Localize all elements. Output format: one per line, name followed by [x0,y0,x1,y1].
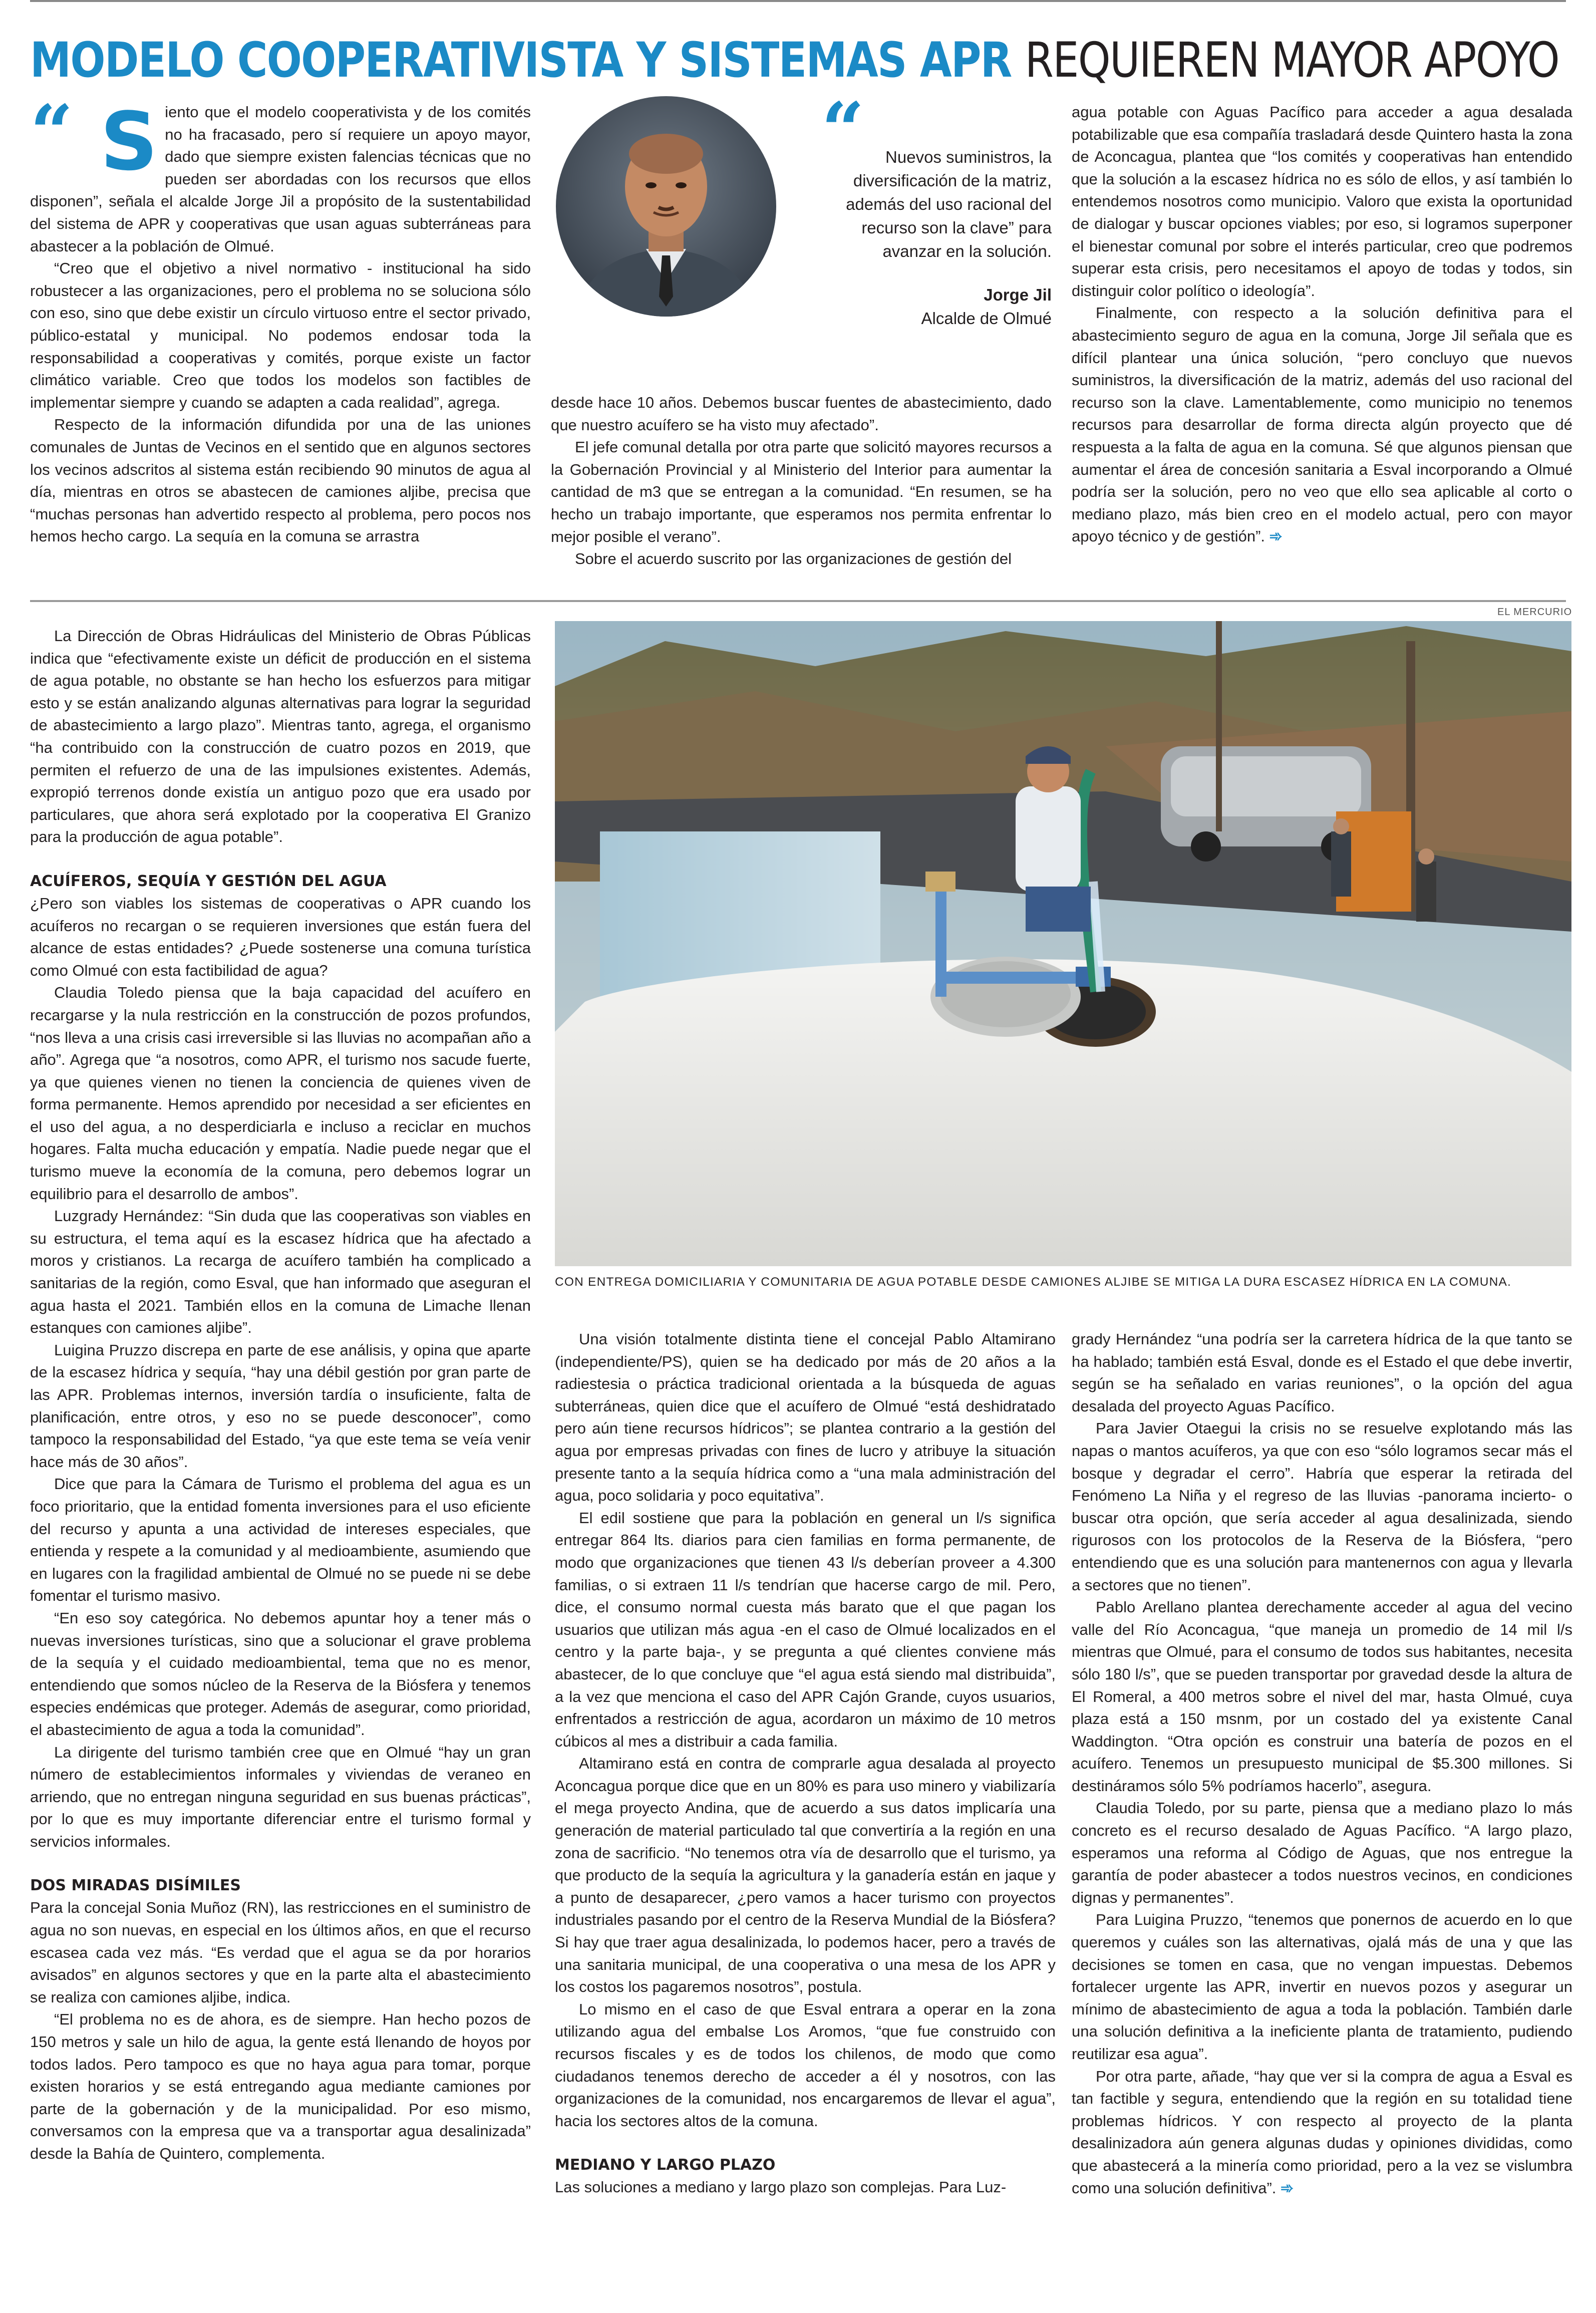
top-right-para-2-text: Finalmente, con respecto a la solución definitiva para el abastecimiento seguro de agua en la comuna, Jorge Jil señala que es difícil plantear una única solución, “pero concluyo que nuevos suministros, la diversificación de la matriz, además del uso racional del recurso son la clave. Lamentablemente, como municipio no tenemos recursos para desarrollar de forma directa algún proyecto que dé respuesta a la falta de agua en la comuna. Sé que algunos piensan que aumentar el área de concesión sanitaria a Esval incorporando a Olmué podría ser la solución, pero no veo que ello sea aplicable al corto o mediano plazo, más bien creo en el modelo actual, pero con mayor apoyo técnico y de gestión”. [1072,304,1572,545]
section-separator [30,600,1566,602]
top-mid-para-2: El jefe comunal detalla por otra parte que solicitó mayores recursos a la Gobernación Provincial y al Ministerio del Interior para aumentar la cantidad de m3 que se entregan a la comunidad. “En resumen, se ha hecho un trabajo importante, que esperamos nos permita enfrentar lo mejor posible el verano”. [551,438,1052,545]
top-right-column [1072,101,1572,548]
bottom-mid-para-5: Las soluciones a mediano y largo plazo son complejas. Para Luz- [555,2178,1007,2196]
quote-open-mark: “ [30,89,74,177]
bottom-left-para-2: ¿Pero son viables los sistemas de cooperativas o APR cuando los acuíferos no recargan o se requieren inversiones que están fuera del alcance de estas entidades? ¿Puede sostenerse una comuna turística como Olmué con esta factibilidad de agua? [30,894,531,979]
subhead-dos-miradas: DOS MIRADAS DISÍMILES [30,1877,241,1895]
top-left-column [30,89,531,548]
photo-caption: CON ENTREGA DOMICILIARIA Y COMUNITARIA DE AGUA POTABLE DESDE CAMIONES ALJIBE SE MITIGA LA DURA ESCASEZ HÍDRICA EN LA COMUNA. [555,1275,1512,1289]
end-arrow-icon: ➾ [1281,2179,1294,2197]
bottom-right-para-4: Claudia Toledo, por su parte, piensa que a mediano plazo lo más concreto es el recurso desalado de Aguas Pacífico. “A largo plazo, esperamos una reforma al Código de Aguas, que nos entregue la garantía de poder abastecer a todos nuestros vecinos, en condiciones dignas y permanentes”. [1072,1799,1572,1906]
top-mid-para-1: desde hace 10 años. Debemos buscar fuentes de abastecimiento, dado que nuestro acuífero se ha visto muy afectado”. [551,394,1052,434]
bottom-middle-column [555,1328,1056,2199]
top-right-para-2 [1072,302,1572,548]
bottom-right-para-6 [1072,2066,1572,2200]
subhead-mediano-largo-plazo: MEDIANO Y LARGO PLAZO [555,2156,776,2174]
mayor-portrait [556,96,776,317]
photo-credit: EL MERCURIO [1497,607,1572,618]
top-left-para-1 [30,89,531,257]
bottom-mid-para-3: Altamirano está en contra de comprarle agua desalada al proyecto Aconcagua porque dice que en un 80% es para uso minero y viabilizaría el mega proyecto Andina, que de acuerdo a sus datos implicaría una generación de material particulado tal que convertiría a la región en una zona de sacrificio. “No tenemos otra vía de desarrollo que el turismo, ya que producto de la sequía la agricultura y la ganadería están en jaque y a punto de desaparecer, ¿pero vamos a hacer turismo con proyectos industriales pasando por el centro de la Reserva Mundial de la Biósfera? Si hay que traer agua desalinizada, lo podemos hacer, pero a través de una sanitaria municipal, de una cooperativa o una mesa de los APR y los costos los pagaremos nosotros”, postula. [555,1755,1056,1996]
pull-quote-role: Alcalde de Olmué [921,309,1052,328]
top-middle-column [551,392,1052,570]
bottom-right-para-2: Para Javier Otaegui la crisis no se resuelve explotando más las napas o mantos acuíferos, ya que con eso “sólo logramos secar más el bosque y degradar el cerro”. Habría que esperar la retirada del Fenómeno La Niña y el regreso de las lluvias -panorama incierto- o buscar otra opción, que sería acceder al agua desalinizada, siendo rigurosos con los protocolos de la Reserva de la Biósfera, “pero entendiendo que es una solución para mantenernos con agua y llevarla a sectores que no tienen”. [1072,1419,1572,1594]
bottom-left-para-8: La dirigente del turismo también cree que en Olmué “hay un gran número de establecimientos informales y viviendas de veraneo en arriendo, que no entregan ninguna seguridad en sus buenas prácticas”, por lo que es muy importante diferenciar entre el turismo formal y servicios informales. [30,1743,531,1850]
bottom-left-column [30,625,531,2165]
bottom-left-para-1: La Dirección de Obras Hidráulicas del Ministerio de Obras Públicas indica que “efectivamente existe un déficit de producción en el sistema de agua potable, no obstante se han hecho los esfuerzos para mitigar esto y se están analizando algunas alternativas para lograr la seguridad de abastecimiento a largo plazo”. Mientras tanto, agrega, el organismo “ha contribuido con la construcción de cuatro pozos en 2019, que permiten el refuerzo de una de las impulsiones existentes. Además, expropió terrenos donde existía un antiguo pozo que era usado por particulares, que ahora será explotado por la cooperativa El Granizo para la producción de agua potable”. [30,627,531,846]
bottom-mid-para-4: Lo mismo en el caso de que Esval entrara a operar en la zona utilizando agua del embalse Los Aromos, “que fue construido con recursos fiscales y es de todos los chilenos, de modo que como ciudadanos tenemos derecho de acceder a él y nosotros, con las organizaciones de la comunidad, nos encargaremos de llevar el agua”, hacia los sectores altos de la comuna. [555,2000,1056,2130]
bottom-right-para-1: grady Hernández “una podría ser la carretera hídrica de la que tanto se ha hablado; también está Esval, donde es el Estado el que debe invertir, según se ha señalado en varias reuniones”, o la opción del agua desalada del proyecto Aguas Pacífico. [1072,1330,1572,1415]
bottom-left-para-9: Para la concejal Sonia Muñoz (RN), las restricciones en el suministro de agua no son nuevas, en especial en los últimos años, en que el recurso escasea cada vez más. “Es verdad que el agua se da por horarios avisados” en algunos sectores y que en la parte alta el abastecimiento se realiza con camiones aljibe, indica. [30,1899,531,2006]
bottom-right-para-6-text: Por otra parte, añade, “hay que ver si la compra de agua a Esval es tan factible y segura, entendiendo que la región en su totalidad tiene problemas hídricos. Y con respecto al proyecto de la planta desalinizadora aún genera algunas dudas y opiniones divididas, como que abastecerá a la minería como prioridad, pero a la vez se vislumbra como una solución definitiva”. [1072,2067,1572,2197]
top-right-para-1: agua potable con Aguas Pacífico para acceder a agua desalada potabilizable que esa compañía trasladará desde Quintero hasta la zona de Aconcagua, plantea que “los comités y cooperativas han entendido que la solución a la escasez hídrica no es sólo de ellos, y así también lo entendemos nosotros como municipio. Valoro que exista la oportunidad de dialogar y buscar opciones viables; por eso, si logramos superponer el bienestar comunal por sobre el interés particular, creo que podremos superar esta crisis, pero necesitamos el apoyo de todas y todos, sin distinguir color político o ideología”. [1072,103,1572,300]
headline-blue: MODELO COOPERATIVISTA Y SISTEMAS APR [30,32,1012,88]
bottom-left-para-7: “En eso soy categórica. No debemos apuntar hoy a tener más o nuevas inversiones turísticas, sino que a solucionar el grave problema de la sequía y el cuidado medioambiental, tema que no es menor, entendiendo que somos núcleo de la Reserva de la Biósfera y tenemos especies endémicas que proteger. Además de asegurar, como prioridad, el abastecimiento de agua a toda la comunidad”. [30,1609,531,1739]
top-left-para-3: Respecto de la información difundida por una de las uniones comunales de Juntas de Vecinos en el sentido que en algunos sectores los vecinos adscritos al sistema están recibiendo 90 minutos de agua al día, mientras en otros se abastecen de camiones aljibe, precisa que “muchas personas han advertido respecto al problema, pero pocos nos hemos hecho cargo. La sequía en la comuna se arrastra [30,416,531,545]
bottom-right-para-3: Pablo Arellano plantea derechamente acceder al agua del vecino valle del Río Aconcagua, “que maneja un promedio de 14 mil l/s mientras que Olmué, para el consumo de todos sus habitantes, necesita sólo 180 l/s”, que se pueden transportar por gravedad desde la altura de El Romeral, a 400 metros sobre el nivel del mar, hasta Olmué, cuya plaza está a 150 msnm, por un costado del ya existente Canal Waddington. “Otra opción es construir una batería de pozos en el acuífero. Tenemos un presupuesto municipal de $5.300 millones. Si destináramos sólo 5% podríamos hacerlo”, asegura. [1072,1598,1572,1795]
pull-quote-mark: “ [821,86,865,174]
top-mid-para-3: Sobre el acuerdo suscrito por las organizaciones de gestión del [575,550,1012,568]
pull-quote [801,145,1052,330]
water-truck-photo [555,621,1571,1266]
subhead-acuiferos: ACUÍFEROS, SEQUÍA Y GESTIÓN DEL AGUA [30,872,387,890]
top-rule [30,0,1566,2]
first-para-text: iento que el modelo cooperativista y de los comités no ha fracasado, pero sí requiere un apoyo mayor, dado que siempre existen falencias técnicas que no pueden ser abordadas con los recursos que ellos disponen”, señala el alcalde Jorge Jil a propósito de la sustentabilidad del sistema de APR y cooperativas que usan aguas subterráneas para abastecer a la población de Olmué. [30,103,531,255]
pull-quote-text: Nuevos suministros, la diversificación de la matriz, además del uso racional del recurso son la clave” para avanzar en la solución. [846,148,1052,260]
headline-dark: REQUIEREN MAYOR APOYO [1025,32,1559,88]
bottom-left-para-6: Dice que para la Cámara de Turismo el problema del agua es un foco prioritario, que la entidad fomenta inversiones para el uso eficiente del recurso y apunta a una actividad de intereses especiales, que entienda y respete a la comunidad y al medioambiente, asumiendo que en lugares con la fragilidad ambiental de Olmué no se puede ni se debe fomentar el turismo masivo. [30,1475,531,1605]
bottom-left-para-4: Luzgrady Hernández: “Sin duda que las cooperativas son viables en su estructura, el tema aquí es la escasez hídrica que ha afectado a moros y cristianos. La recarga de acuífero también ha complicado a sanitarias de la región, como Esval, que han informado que aseguran el agua hasta el 2021. También ellos en la comuna de Limache llenan estanques con camiones aljibe”. [30,1207,531,1337]
bottom-left-para-3: Claudia Toledo piensa que la baja capacidad del acuífero en recargarse y la nula restricción en la construcción de pozos profundos, “nos lleva a una crisis casi irreversible si las lluvias no acompañan año a año”. Agrega que “a nosotros, como APR, el turismo nos sacude fuerte, ya que quienes vienen no tienen la conciencia de quienes viven de forma permanente. Hemos aprendido por necesidad a ser eficientes en el uso del agua, a no desperdiciarla e incluso a reciclar en muchos hogares. Falta mucha educación y empatía. Nadie puede negar que el turismo mueve la economía de la comuna, pero debemos lograr un equilibrio para el desarrollo de ambos”. [30,984,531,1203]
bottom-right-para-5: Para Luigina Pruzzo, “tenemos que ponernos de acuerdo en lo que queremos y cuáles son las alternativas, ojalá más de una y que las decisiones se tomen en casa, que no vengan impuestas. Debemos fortalecer urgente las APR, invertir en nuevos pozos y asegurar un mínimo de abastecimiento de agua a toda la población. También darle una solución definitiva a la ineficiente planta de tratamiento, pudiendo reutilizar esa agua”. [1072,1911,1572,2063]
top-left-para-2: “Creo que el objetivo a nivel normativo - institucional ha sido robustecer a las organizaciones, pero el problema no se soluciona sólo con eso, sino que debe existir un círculo virtuoso entre el sector privado, público-estatal y municipal. No podemos endosar toda la responsabilidad a cooperativas y comités, porque existe un factor climático variable. Creo que todos los modelos son factibles de implementar siempre y cuando se adapten a cada realidad”, agrega. [30,259,531,411]
continue-arrow-icon: ➾ [1269,527,1283,545]
pull-quote-name: Jorge Jil [984,285,1052,304]
bottom-left-para-5: Luigina Pruzzo discrepa en parte de ese análisis, y opina que aparte de la escasez hídrica y sequía, “hay una débil gestión por gran parte de las APR. Problemas internos, inversión tardía o insuficiente, falta de planificación, entre otros, y eso no se puede desconocer”, como tampoco la responsabilidad del Estado, “ya que este tema se veía venir hace más de 30 años”. [30,1341,531,1471]
bottom-left-para-10: “El problema no es de ahora, es de siempre. Han hecho pozos de 150 metros y sale un hilo de agua, la gente está llenando de hoyos por todos lados. Pero tampoco es que no haya agua para tomar, porque existen horarios y se está entregando agua mediante camiones por parte de la gobernación y de la municipalidad. Por eso mismo, conversamos con la empresa que va a transportar agua desalinizada” desde la Bahía de Quintero, complementa. [30,2010,531,2162]
dropcap: S [100,95,158,188]
bottom-mid-para-2: El edil sostiene que para la población en general un l/s significa entregar 864 lts. diarios para cien familias en forma permanente, de modo que organizaciones que tienen 43 l/s deberían proveer a 4.300 familias, o si extraen 11 l/s tendrían que hacerse cargo de mil. Pero, dice, el consumo normal cuesta más barato que el que pagan los usuarios que utilizan más agua -en el caso de Olmué localizados en el centro y la parte baja-, y se pregunta a qué clientes conviene más abastecer, de lo que concluye que “el agua está siendo mal distribuida”, a la vez que menciona el caso del APR Cajón Grande, cuyos usuarios, enfrentados a restricción de agua, acordaron un máximo de 10 metros cúbicos al mes a distribuir a cada familia. [555,1509,1056,1750]
bottom-mid-para-1: Una visión totalmente distinta tiene el concejal Pablo Altamirano (independiente/PS), quien se ha dedicado por más de 20 años a la radiestesia o práctica tradicional orientada a la búsqueda de aguas subterráneas, quien dice que el acuífero de Olmué “está deshidratado pero aún tiene recursos hídricos”; se plantea contrario a la gestión del agua por empresas privadas con fines de lucro y atribuye la situación presente tanto a la sequía hídrica como a “una mala administración del agua, poco solidaria y poco equitativa”. [555,1330,1056,1505]
headline [30,23,1559,98]
bottom-right-column [1072,1328,1572,2199]
